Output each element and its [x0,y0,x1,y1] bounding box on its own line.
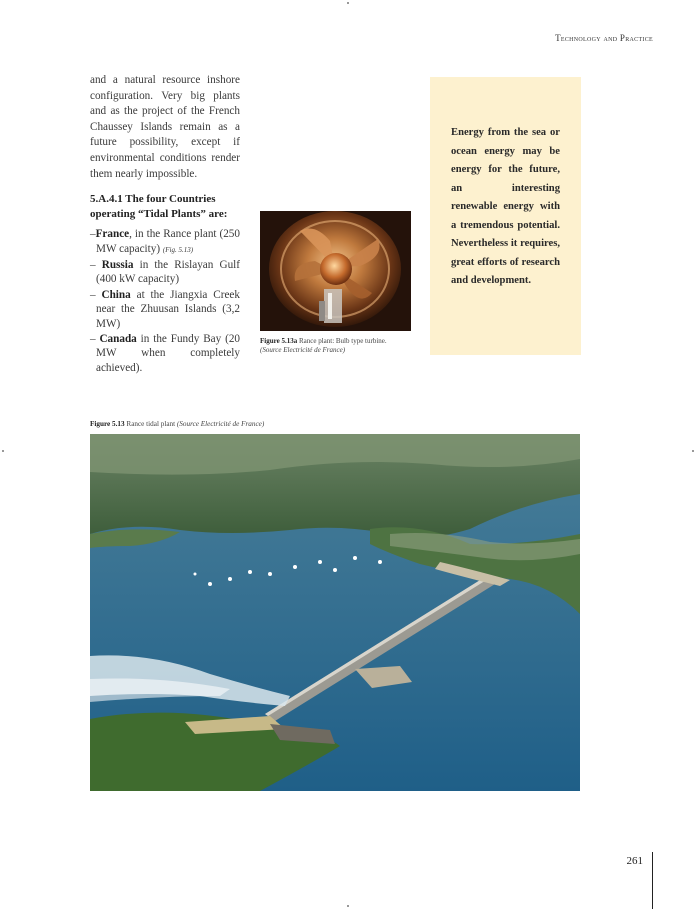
intro-paragraph: and a natural resource inshore configuration. Very big plants and as the project of the French Chaussey Islands remain as a future possibility, except if environmental conditions render them nearly impossible. [90,74,240,180]
crop-mark [692,450,694,452]
crop-mark [347,2,349,4]
list-item: – Canada in the Fundy Bay (20 MW when completely achieved). [90,333,241,374]
section-subheading: 5.A.4.1 The four Countries operating “Tidal Plants” are: [90,193,228,220]
country-name: France [95,228,130,241]
list-item: – Russia in the Rislayan Gulf (400 kW capacity) [90,258,241,286]
figure-caption-text: Rance tidal plant [124,420,177,428]
small-figure-caption [260,337,420,355]
large-figure-caption [90,420,490,428]
rance-tidal-plant-photo [90,434,580,791]
country-detail: in the Fundy Bay (20 MW when completely achieved). [96,333,241,374]
left-text-column [90,73,240,376]
page-number-rule [652,852,653,909]
list-item: –France, in the Rance plant (250 MW capacity) (Fig. 5.13) [90,228,240,255]
list-item: – China at the Jiangxia Creek near the Zhuusan Islands (3,2 MW) [90,288,240,330]
figure-reference: (Fig. 5.13) [162,245,194,254]
country-detail: in the Rislayan Gulf (400 kW capacity) [96,258,241,286]
figure-source: (Source Electricité de France) [260,346,346,354]
page-number: 261 [626,855,643,867]
figure-label: Figure 5.13a [260,337,298,345]
running-header: Technology and Practice [555,33,653,43]
figure-label: Figure 5.13 [90,420,125,428]
country-name: Canada [99,333,137,345]
sidebar-text: Energy from the sea or ocean energy may be energy for the future, an interesting renewable energy with a tremendous potential. Nevertheless it requires, great efforts of research and development. [451,127,560,286]
figure-source: (Source Electricité de France) [176,420,265,428]
bulb-turbine-photo [260,211,411,331]
crop-mark [347,905,349,907]
countries-list [90,227,240,375]
crop-mark [2,450,4,452]
figure-caption-text: Rance plant: Bulb type turbine. [297,337,387,345]
country-name: Russia [101,258,134,271]
country-detail: at the Jiangxia Creek near the Zhuusan Islands (3,2 MW) [96,288,240,330]
country-detail: , in the Rance plant (250 MW capacity) [96,228,240,255]
country-name: China [101,288,131,301]
